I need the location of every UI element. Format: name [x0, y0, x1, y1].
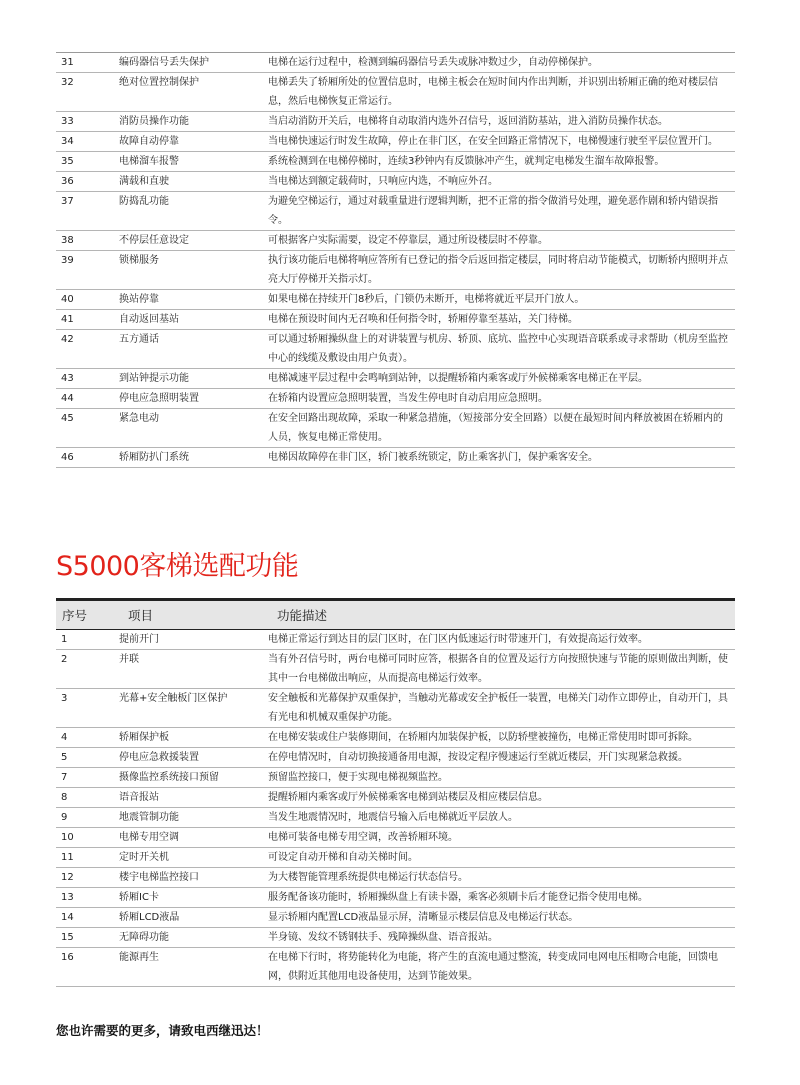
row-no: 11: [61, 852, 74, 863]
row-name: 五方通话: [119, 334, 159, 345]
row-name: 电梯溜车报警: [119, 156, 179, 167]
row-desc: 当发生地震情况时，地震信号输入后电梯就近平层放人。: [268, 812, 518, 823]
row-name: 轿厢IC卡: [119, 892, 159, 903]
row-no: 37: [61, 196, 74, 207]
row-no: 12: [61, 872, 74, 883]
row-name: 停电应急救援装置: [119, 752, 199, 763]
row-no: 44: [61, 393, 74, 404]
row-desc: 电梯正常运行到达目的层门区时，在门区内低速运行时带速开门，有效提高运行效率。: [268, 634, 648, 645]
table-row: [56, 828, 735, 848]
row-name: 防捣乱功能: [119, 196, 169, 207]
table-row: [56, 73, 735, 112]
table-row: [56, 448, 735, 468]
table-row: [56, 409, 735, 448]
table-row: [56, 53, 735, 73]
table-row: [56, 948, 735, 987]
table-row: [56, 330, 735, 369]
row-desc: 电梯可装备电梯专用空调，改善轿厢环境。: [268, 832, 458, 843]
table-row: [56, 251, 735, 290]
row-name: 轿厢保护板: [119, 732, 169, 743]
optional-functions-table: [56, 598, 735, 987]
row-name: 不停层任意设定: [119, 235, 189, 246]
row-name: 紧急电动: [119, 413, 159, 424]
row-no: 5: [61, 752, 68, 763]
header-name: 项目: [128, 608, 154, 623]
row-desc: 为大楼智能管理系统提供电梯运行状态信号。: [268, 872, 468, 883]
table-row: [56, 231, 735, 251]
row-desc: 服务配备该功能时，轿厢操纵盘上有读卡器，乘客必须刷卡后才能登记指令使用电梯。: [268, 892, 648, 903]
row-desc: 安全触板和光幕保护双重保护，当触动光幕或安全护板任一装置，电梯关门动作立即停止，自动开门，具有光电和机械双重保护功能。: [268, 693, 728, 723]
row-desc: 可以通过轿厢操纵盘上的对讲装置与机房、轿顶、底坑、监控中心实现语音联系或寻求帮助（机房至监控中心的线缆及敷设由用户负责）。: [268, 334, 728, 364]
row-no: 14: [61, 912, 74, 923]
row-name: 换站停靠: [119, 294, 159, 305]
row-no: 31: [61, 57, 74, 68]
row-name: 定时开关机: [119, 852, 169, 863]
row-no: 43: [61, 373, 74, 384]
row-desc: 电梯减速平层过程中会鸣响到站钟，以提醒轿箱内乘客或厅外候梯乘客电梯正在平层。: [268, 373, 648, 384]
table-row: [56, 868, 735, 888]
row-name: 到站钟提示功能: [119, 373, 189, 384]
row-no: 32: [61, 77, 74, 88]
row-desc: 可根据客户实际需要，设定不停靠层，通过所设楼层时不停靠。: [268, 235, 548, 246]
row-name: 并联: [119, 654, 139, 665]
row-name: 提前开门: [119, 634, 159, 645]
row-desc: 为避免空梯运行，通过对载重量进行逻辑判断，把不正常的指令做消号处理，避免恶作剧和轿内错误指令。: [268, 196, 718, 226]
row-desc: 当启动消防开关后，电梯将自动取消内选外召信号，返回消防基站，进入消防员操作状态。: [268, 116, 668, 127]
row-no: 4: [61, 732, 68, 743]
row-no: 34: [61, 136, 74, 147]
row-desc: 半身镜、发纹不锈钢扶手、残障操纵盘、语音报站。: [268, 932, 498, 943]
row-name: 轿厢LCD液晶: [119, 912, 180, 923]
row-no: 38: [61, 235, 74, 246]
row-desc: 电梯在运行过程中，检测到编码器信号丢失或脉冲数过少，自动停梯保护。: [268, 57, 598, 68]
row-no: 16: [61, 952, 74, 963]
row-name: 能源再生: [119, 952, 159, 963]
table-row: [56, 112, 735, 132]
row-name: 故障自动停靠: [119, 136, 179, 147]
row-desc: 执行该功能后电梯将响应答所有已登记的指令后返回指定楼层，同时将启动节能模式，切断轿内照明并点亮大厅停梯开关指示灯。: [268, 255, 728, 285]
row-name: 语音报站: [119, 792, 159, 803]
row-no: 42: [61, 334, 74, 345]
row-desc: 提醒轿厢内乘客或厅外候梯乘客电梯到站楼层及相应楼层信息。: [268, 792, 548, 803]
row-no: 46: [61, 452, 74, 463]
row-name: 无障碍功能: [119, 932, 169, 943]
row-name: 光幕+安全触板门区保护: [119, 693, 228, 704]
table-row: [56, 630, 735, 650]
row-name: 消防员操作功能: [119, 116, 189, 127]
row-no: 7: [61, 772, 68, 783]
row-no: 41: [61, 314, 74, 325]
section-title: S5000客梯选配功能: [56, 551, 299, 582]
table-header: [56, 598, 735, 630]
row-name: 自动返回基站: [119, 314, 179, 325]
row-name: 绝对位置控制保护: [119, 77, 199, 88]
row-desc: 当电梯快速运行时发生故障，停止在非门区，在安全回路正常情况下，电梯慢速行驶至平层位置开门。: [268, 136, 718, 147]
row-desc: 电梯因故障停在非门区，轿门被系统锁定，防止乘客扒门，保护乘客安全。: [268, 452, 598, 463]
row-desc: 电梯在预设时间内无召唤和任何指令时，轿厢停靠至基站，关门待梯。: [268, 314, 578, 325]
table-row: [56, 310, 735, 330]
table-row: [56, 728, 735, 748]
table-row: [56, 848, 735, 868]
row-desc: 当有外召信号时，两台电梯可同时应答，根据各自的位置及运行方向按照快速与节能的原则做出判断，使其中一台电梯做出响应，从而提高电梯运行效率。: [268, 654, 728, 684]
row-no: 8: [61, 792, 68, 803]
row-no: 9: [61, 812, 68, 823]
row-desc: 在电梯下行时，将势能转化为电能，将产生的直流电通过整流，转变成同电网电压相吻合电能，回馈电网，供附近其他用电设备使用，达到节能效果。: [268, 952, 718, 982]
header-no: 序号: [62, 608, 88, 623]
row-desc: 在电梯安装或住户装修期间，在轿厢内加装保护板，以防轿壁被撞伤，电梯正常使用时即可拆除。: [268, 732, 698, 743]
row-name: 满载和直驶: [119, 176, 169, 187]
row-name: 编码器信号丢失保护: [119, 57, 209, 68]
table-row: [56, 908, 735, 928]
row-no: 35: [61, 156, 74, 167]
table-row: [56, 152, 735, 172]
row-name: 楼宇电梯监控接口: [119, 872, 199, 883]
footer-note: 您也许需要的更多，请致电西继迅达！: [56, 1023, 269, 1038]
table-row: [56, 172, 735, 192]
table-row: [56, 369, 735, 389]
row-desc: 在停电情况时，自动切换接通备用电源，按设定程序慢速运行至就近楼层，开门实现紧急救援。: [268, 752, 688, 763]
table-row: [56, 928, 735, 948]
row-no: 39: [61, 255, 74, 266]
header-desc: 功能描述: [277, 608, 328, 623]
row-no: 1: [61, 634, 68, 645]
row-desc: 在轿箱内设置应急照明装置，当发生停电时自动启用应急照明。: [268, 393, 548, 404]
row-desc: 显示轿厢内配置LCD液晶显示屏，清晰显示楼层信息及电梯运行状态。: [268, 912, 579, 923]
row-desc: 可设定自动开梯和自动关梯时间。: [268, 852, 418, 863]
row-name: 电梯专用空调: [119, 832, 179, 843]
row-no: 2: [61, 654, 68, 665]
table-row: [56, 192, 735, 231]
table-row: [56, 768, 735, 788]
row-name: 摄像监控系统接口预留: [119, 772, 219, 783]
table-row: [56, 748, 735, 768]
row-no: 15: [61, 932, 74, 943]
row-no: 10: [61, 832, 74, 843]
row-no: 36: [61, 176, 74, 187]
row-name: 地震管制功能: [119, 812, 179, 823]
table-row: [56, 290, 735, 310]
row-name: 轿厢防扒门系统: [119, 452, 189, 463]
row-desc: 电梯丢失了轿厢所处的位置信息时，电梯主板会在短时间内作出判断，并识别出轿厢正确的绝对楼层信息，然后电梯恢复正常运行。: [268, 77, 718, 107]
table-row: [56, 808, 735, 828]
row-no: 13: [61, 892, 74, 903]
row-name: 停电应急照明装置: [119, 393, 199, 404]
table-row: [56, 132, 735, 152]
table-row: [56, 888, 735, 908]
row-no: 3: [61, 693, 68, 704]
row-name: 锁梯服务: [119, 255, 159, 266]
standard-functions-table: [56, 52, 735, 468]
table-row: [56, 650, 735, 689]
row-desc: 预留监控接口，便于实现电梯视频监控。: [268, 772, 448, 783]
table-row: [56, 788, 735, 808]
table-row: [56, 389, 735, 409]
row-no: 45: [61, 413, 74, 424]
row-no: 33: [61, 116, 74, 127]
row-desc: 在安全回路出现故障，采取一种紧急措施，（短接部分安全回路）以便在最短时间内释放被困在轿厢内的人员，恢复电梯正常使用。: [268, 413, 723, 443]
row-desc: 如果电梯在持续开门8秒后，门锁仍未断开，电梯将就近平层开门放人。: [268, 294, 585, 305]
row-desc: 当电梯达到额定载荷时，只响应内选，不响应外召。: [268, 176, 498, 187]
table-row: [56, 689, 735, 728]
row-desc: 系统检测到在电梯停梯时，连续3秒钟内有反馈脉冲产生，就判定电梯发生溜车故障报警。: [268, 156, 665, 167]
row-no: 40: [61, 294, 74, 305]
